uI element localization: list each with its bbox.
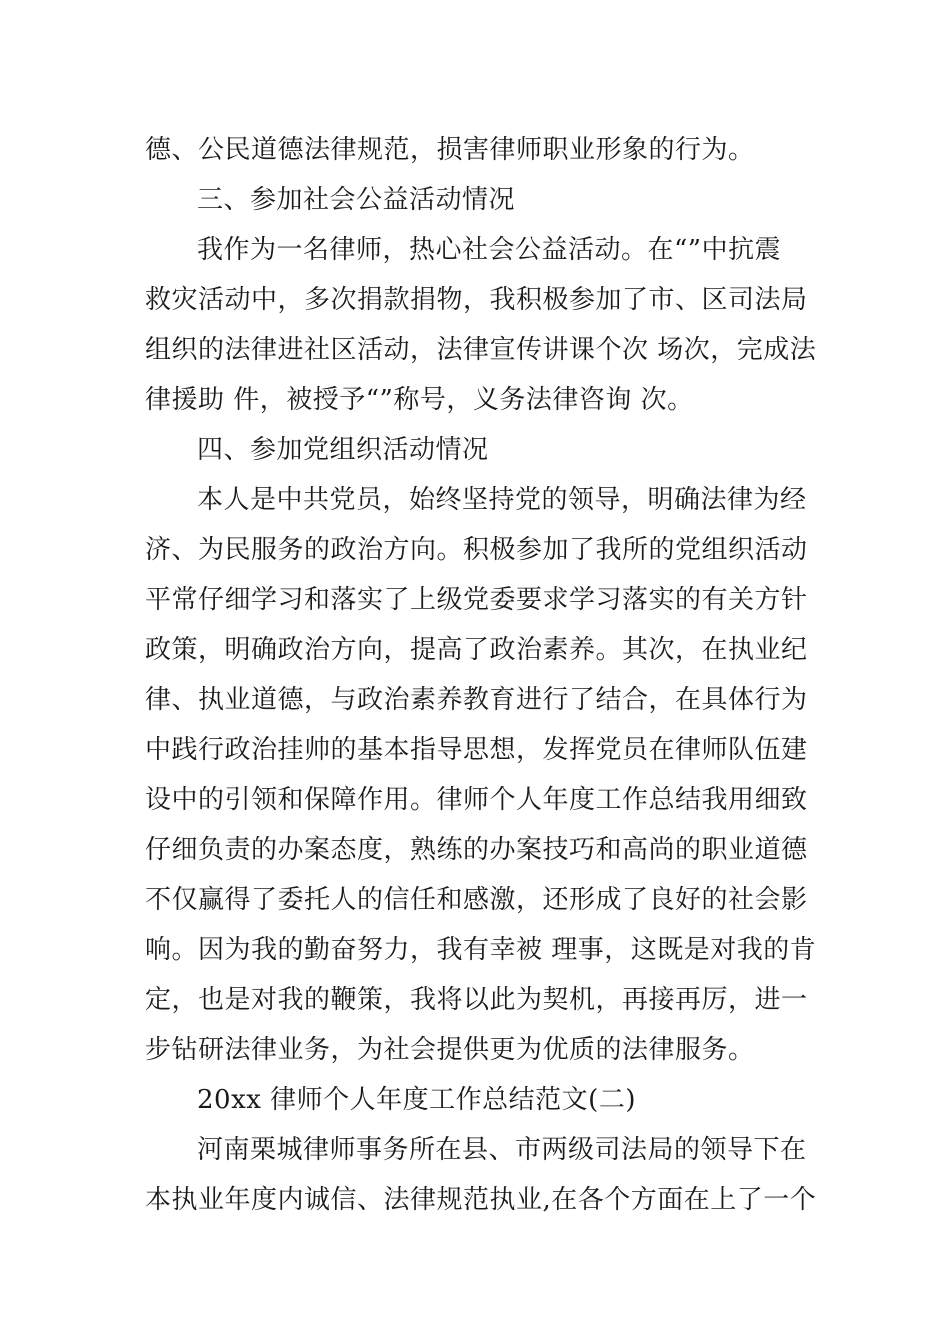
text-line: 不仅赢得了委托人的信任和感激，还形成了良好的社会影 bbox=[145, 885, 808, 915]
text-line: 律援助 件，被授予“”称号，义务法律咨询 次。 bbox=[145, 385, 694, 415]
text-line: 济、为民服务的政治方向。积极参加了我所的党组织活动 bbox=[145, 535, 808, 565]
text-line: 我作为一名律师，热心社会公益活动。在“”中抗震 bbox=[197, 235, 782, 265]
text-line: 律、执业道德，与政治素养教育进行了结合，在具体行为 bbox=[145, 685, 808, 715]
text-line: 救灾活动中，多次捐款捐物，我积极参加了市、区司法局 bbox=[145, 285, 808, 315]
section-heading-3: 三、参加社会公益活动情况 bbox=[197, 185, 516, 215]
text-line: 响。因为我的勤奋努力，我有幸被 理事，这既是对我的肯 bbox=[145, 935, 817, 965]
text-line: 步钻研法律业务，为社会提供更为优质的法律服务。 bbox=[145, 1035, 755, 1065]
text-line: 政策，明确政治方向，提高了政治素养。其次，在执业纪 bbox=[145, 635, 808, 665]
text-line: 河南栗城律师事务所在县、市两级司法局的领导下在 bbox=[197, 1135, 807, 1165]
text-line: 本执业年度内诚信、法律规范执业,在各个方面在上了一个 bbox=[145, 1185, 817, 1215]
text-line: 中践行政治挂帅的基本指导思想，发挥党员在律师队伍建 bbox=[145, 735, 808, 765]
text-line: 组织的法律进社区活动，法律宣传讲课个次 场次，完成法 bbox=[145, 335, 817, 365]
text-line: 仔细负责的办案态度，熟练的办案技巧和高尚的职业道德 bbox=[145, 835, 808, 865]
text-line: 定，也是对我的鞭策，我将以此为契机，再接再厉，进一 bbox=[145, 985, 808, 1015]
article-title: 20xx 律师个人年度工作总结范文(二) bbox=[197, 1085, 636, 1115]
section-heading-4: 四、参加党组织活动情况 bbox=[197, 435, 489, 465]
text-line: 平常仔细学习和落实了上级党委要求学习落实的有关方针 bbox=[145, 585, 808, 615]
text-line: 德、公民道德法律规范，损害律师职业形象的行为。 bbox=[145, 135, 755, 165]
text-line: 本人是中共党员，始终坚持党的领导，明确法律为经 bbox=[197, 485, 807, 515]
text-line: 设中的引领和保障作用。律师个人年度工作总结我用细致 bbox=[145, 785, 808, 815]
